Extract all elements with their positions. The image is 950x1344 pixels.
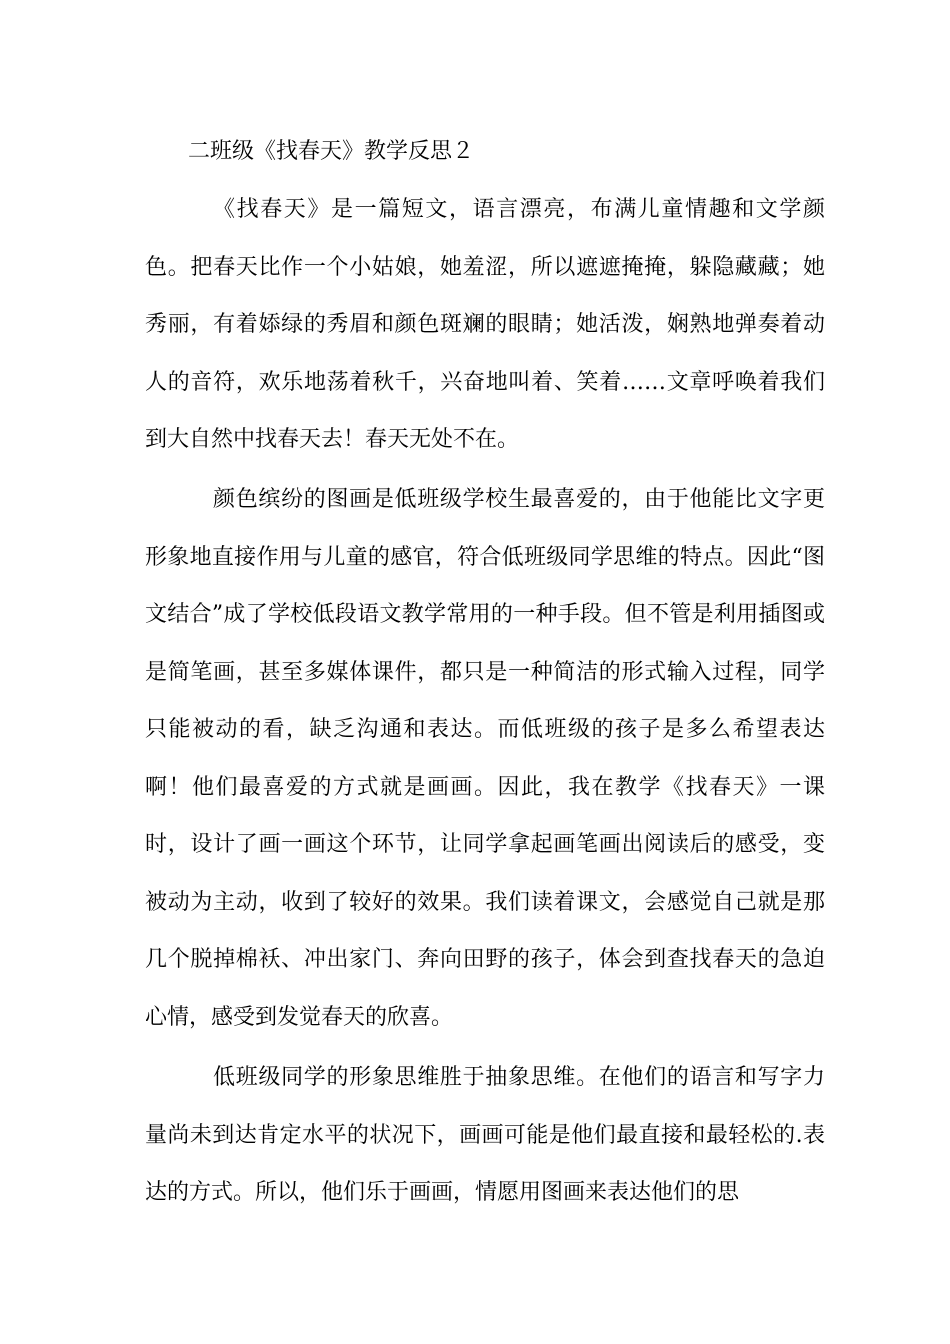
paragraph-1: 《找春天》是一篇短文，语言漂亮，布满儿童情趣和文学颜色。把春天比作一个小姑娘，她羞涩，所以遮遮掩掩，躲隐藏藏；她秀丽，有着婖绿的秀眉和颜色斑斓的眼睛；她活泼，娴熟地弹奏着动人的音符，欢乐地荡着秋千，兴奋地叫着、笑着……文章呼唤着我们到大自然中找春天去！春天无处不在。 (145, 197, 825, 452)
paragraph-2: 颜色缤纷的图画是低班级学校生最喜爱的，由于他能比文字更形象地直接作用与儿童的感官，符合低班级同学思维的特点。因此“图文结合”成了学校低段语文教学常用的一种手段。但不管是利用插图或是简笔画，甚至多媒体课件，都只是一种简洁的形式输入过程，同学只能被动的看，缺乏沟通和表达。而低班级的孩子是多么希望表达啊！他们最喜爱的方式就是画画。因此，我在教学《找春天》一课时，设计了画一画这个环节，让同学拿起画笔画出阅读后的感受，变被动为主动，收到了较好的效果。我们读着课文，会感觉自己就是那几个脱掉棉袄、冲出家门、奔向田野的孩子，体会到查找春天的急迫心情，感受到发觉春天的欣喜。 (145, 487, 825, 1030)
paragraph-3: 低班级同学的形象思维胜于抽象思维。在他们的语言和写字力量尚未到达肯定水平的状况下，画画可能是他们最直接和最轻松的.表达的方式。所以，他们乐于画画，情愿用图画来表达他们的思 (145, 1065, 825, 1205)
document-title: 二班级《找春天》教学反思２ (188, 139, 475, 164)
